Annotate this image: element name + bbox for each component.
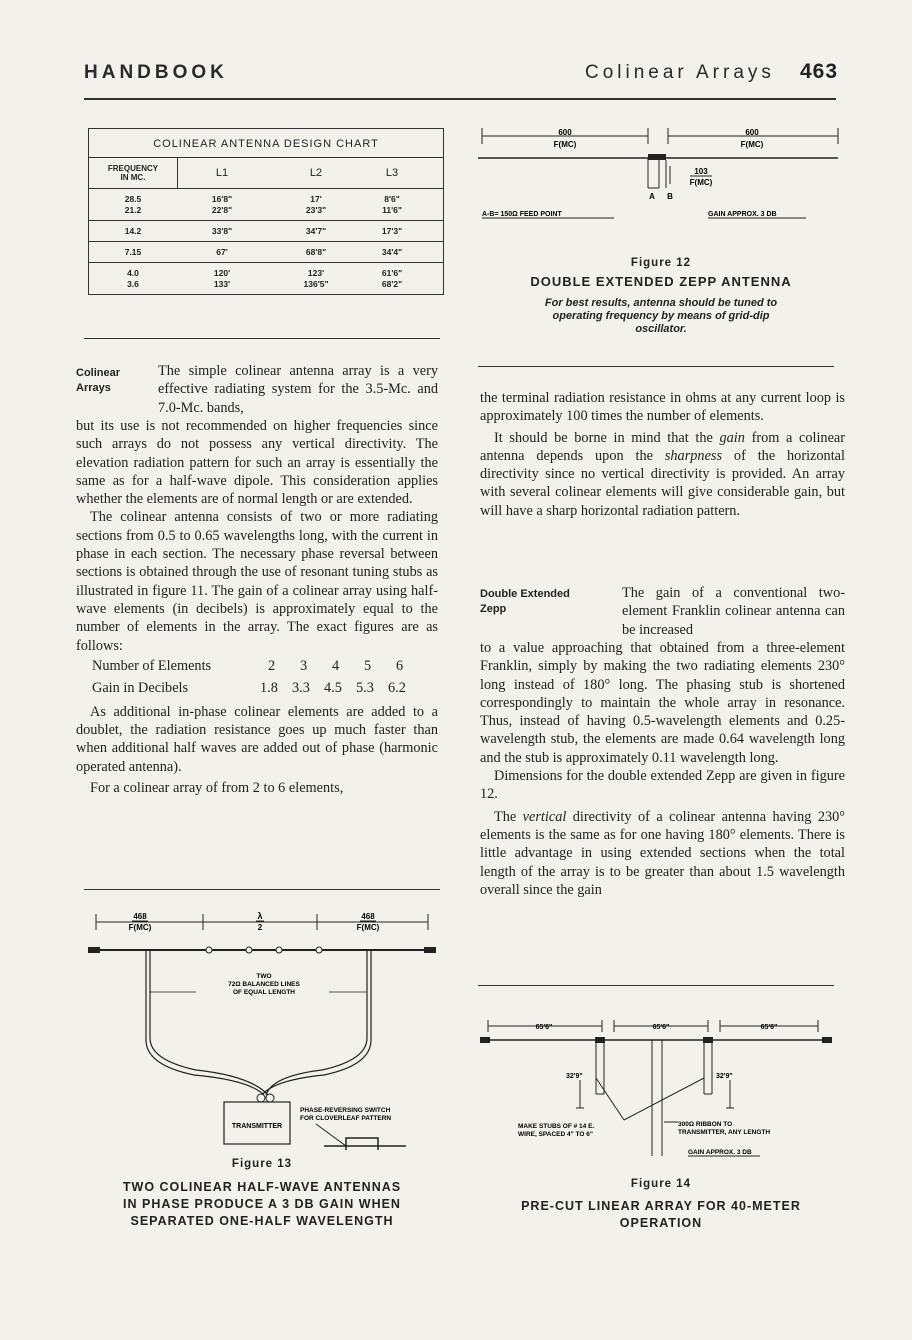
chart-header-row [89,158,443,189]
gain-table-gain: 4.5 [324,679,342,696]
fig14-ribbon-2: TRANSMITTER, ANY LENGTH [678,1129,771,1136]
left-column-text [76,417,438,797]
gain-table-gain: 3.3 [292,679,310,696]
chart-group [89,263,443,294]
chart-cell: 34'4" [381,247,403,257]
para-intro-a: The simple colinear antenna array is a very effective radiating system for the 3.5-Mc. and 7.0-Mc. bands, [158,363,438,416]
chart-head-l2: L2 [309,167,323,179]
chart-cell: 68'2" [381,279,403,289]
fig12-bottom-rule [478,366,834,367]
fig12-stub-num: 103 [694,167,708,176]
page-number: 463 [800,60,839,83]
gain-table [92,657,438,701]
header-rule [84,98,836,100]
chart-head-frequency-unit: IN MC. [120,173,146,182]
chart-head-frequency: FREQUENCY [107,164,159,173]
fig13-numerator-right: 468 [361,912,375,921]
para-additional: As additional in-phase colinear elements are added to a doublet, the radiation resistance goes up much faster than when additional half waves are added out of phase (harmonic operated antenna). [76,703,438,775]
fig13-denominator-right: F(MC) [356,923,380,932]
chart-row [89,279,443,290]
fig12-num-left: 600 [558,128,572,137]
chart-group [89,242,443,263]
chart-group [89,189,443,221]
para-intro-b: but its use is not recommended on higher frequencies since such arrays do not possess any vertical directivity. The elevation radiation pattern for such an array is essentially the same as for a half-wave dipole. This consideration applies whether the elements are of normal length or are extended. [76,418,438,508]
fig13-half-wave-num: λ [257,911,263,921]
fig13-transmitter: TRANSMITTER [231,1123,283,1130]
chart-cell: 136'5" [303,279,329,289]
chart-cell: 17'3" [381,226,403,236]
fig13-top-rule [84,889,440,890]
chart-head-l3: L3 [385,167,399,179]
chart-cell: 61'6" [381,268,403,278]
fig14-stub-right: 32'9" [716,1073,733,1080]
fig13-lines-2: 72Ω BALANCED LINES [228,981,300,988]
chart-row [89,226,443,237]
chart-cell: 16'8" [211,194,233,204]
chart-cell: 133' [213,279,231,289]
gain-table-gain: 5.3 [356,679,374,696]
chart-row [89,205,443,216]
chart-group [89,221,443,242]
sidehead-colinear-arrays: Colinear Arrays [76,367,121,394]
chart-cell: 7.15 [124,247,142,257]
gain-table-gain-row: Gain in Decibels 1.8 3.3 4.5 5.3 6.2 [92,679,438,701]
right-column-text-2 [480,639,845,899]
section-title: Colinear Arrays [585,62,775,83]
fig13-label: Figure 13 [231,1158,293,1170]
chart-cell: 67' [216,247,228,257]
chart-cell: 23'3" [305,205,327,215]
chart-cell: 28.5 [124,194,142,204]
figure-13-diagram [84,900,440,1150]
chart-cell: 8'6" [384,194,400,204]
chart-cell: 68'8" [305,247,327,257]
fig12-point-a: A [649,192,655,201]
fig12-note: For best results, antenna should be tuned to operating frequency by means of grid-dip oscillator. [544,297,778,335]
chart-cell: 34'7" [305,226,327,236]
sidehead-double-extended-zepp: Double Extended Zepp [480,588,570,615]
fig14-top-rule [478,985,834,986]
gain-table-element: 2 [268,657,276,674]
para-consists: The colinear antenna consists of two or more radiating sections from 0.5 to 0.65 wavelengths long, with the current in phase in each section. The necessary phase reversal between sections is obtained through the use of resonant tuning stubs as illustrated in figure 11. The gain of a colinear array using half-wave elements (in decibels) is approximately equal to the number of elements in the array. The exact figures are as follows: [76,509,438,654]
fig14-dim-3: 65'6" [760,1024,778,1031]
fig13-lines-1: TWO [256,973,272,980]
fig12-gain: GAIN APPROX. 3 DB [708,211,777,218]
chart-cell: 3.6 [127,279,139,289]
chart-cell: 4.0 [127,268,139,278]
figure-12-diagram [474,122,848,222]
gain-table-gain: 1.8 [260,679,278,696]
para-gain: It should be borne in mind that the gain from a colinear antenna depends upon the sharpness of the horizontal directivity since no vertical directivity is provided. An array with several colinear elements will give considerable gain, but will have a sharp horizontal radiation pattern. [480,429,846,519]
figure-14-diagram [474,998,848,1170]
fig13-half-wave-den: 2 [257,923,263,932]
chart-title: COLINEAR ANTENNA DESIGN CHART [89,129,443,158]
fig12-stub-den: F(MC) [689,178,713,187]
fig14-dim-1: 65'6" [535,1024,553,1031]
para-zepp-b: to a value approaching that obtained from a three-element Franklin, simply by making the two radiating elements 230° long instead of 180° long. The phasing stub is shortened correspondingly to maintain the whole array in resonance. Thus, instead of having 0.5-wavelength elements and 0.25-wavelength stub, the elements are made 0.64 wavelength long and the stub is approximately 0.11 wavelength long. [480,640,845,766]
chart-cell: 22'8" [211,205,233,215]
fig13-numerator-left: 468 [133,912,147,921]
chart-cell: 123' [307,268,325,278]
fig12-num-right: 600 [745,128,759,137]
chart-cell: 33'8" [211,226,233,236]
para-terminal: the terminal radiation resistance in ohms at any current loop is approximately 100 times the number of elements. [480,390,845,425]
chart-cell: 17' [310,194,322,204]
fig14-gain: GAIN APPROX. 3 DB [688,1149,752,1156]
running-head: HANDBOOK [84,62,228,83]
design-chart [88,128,444,295]
fig13-caption: TWO COLINEAR HALF-WAVE ANTENNAS IN PHASE PRODUCE A 3 DB GAIN WHEN SEPARATED ONE-HALF WAVELENGTH [122,1180,402,1228]
fig14-dim-2: 65'6" [652,1024,670,1031]
chart-cell: 14.2 [124,226,142,236]
fig12-label: Figure 12 [630,257,692,269]
gain-table-element: 4 [332,657,340,674]
fig14-label: Figure 14 [630,1178,692,1190]
fig12-point-b: B [667,192,673,201]
gain-table-element: 6 [396,657,404,674]
fig14-caption: PRE-CUT LINEAR ARRAY FOR 40-METER OPERATION [521,1199,801,1230]
chart-cell: 120' [213,268,231,278]
gain-table-element: 5 [364,657,372,674]
para-dimensions: Dimensions for the double extended Zepp are given in figure 12. [480,768,845,803]
fig12-den-right: F(MC) [740,140,764,149]
chart-row [89,247,443,258]
gain-table-gain: 6.2 [388,679,406,696]
fig14-stub-left: 32'9" [566,1073,583,1080]
chart-cell: 21.2 [124,205,142,215]
chart-cell: 11'6" [382,205,402,215]
chart-row [89,194,443,205]
fig12-title: DOUBLE EXTENDED ZEPP ANTENNA [530,274,792,289]
fig13-lines-3: OF EQUAL LENGTH [233,989,295,996]
para-vertical: The vertical directivity of a colinear antenna having 230° elements is the same as for one having 180° elements. There is little advantage in using extended sections when the total length of the array is to be greater than about 1.5 wavelength overall since the gain [480,808,845,898]
para-two-to-six: For a colinear array of from 2 to 6 elements, [90,780,344,797]
fig14-stubs-1: MAKE STUBS OF # 14 E. [518,1123,595,1130]
fig13-switch-1: PHASE-REVERSING SWITCH [300,1107,391,1114]
para-zepp-a: The gain of a conventional two-element Franklin colinear antenna can be increased [622,585,845,638]
fig14-ribbon-1: 300Ω RIBBON TO [678,1121,733,1128]
gain-table-elements-row: Number of Elements 2 3 4 5 6 [92,657,438,679]
right-column-text [480,389,845,520]
chart-rule [84,338,440,339]
fig13-switch-2: FOR CLOVERLEAF PATTERN [300,1115,392,1122]
fig12-den-left: F(MC) [553,140,577,149]
fig12-feed: A-B= 150Ω FEED POINT [482,211,562,218]
gain-table-element: 3 [300,657,308,674]
fig13-denominator-left: F(MC) [128,923,152,932]
chart-row [89,268,443,279]
fig14-stubs-2: WIRE, SPACED 4" TO 6" [518,1131,593,1138]
chart-head-l1: L1 [215,167,229,179]
